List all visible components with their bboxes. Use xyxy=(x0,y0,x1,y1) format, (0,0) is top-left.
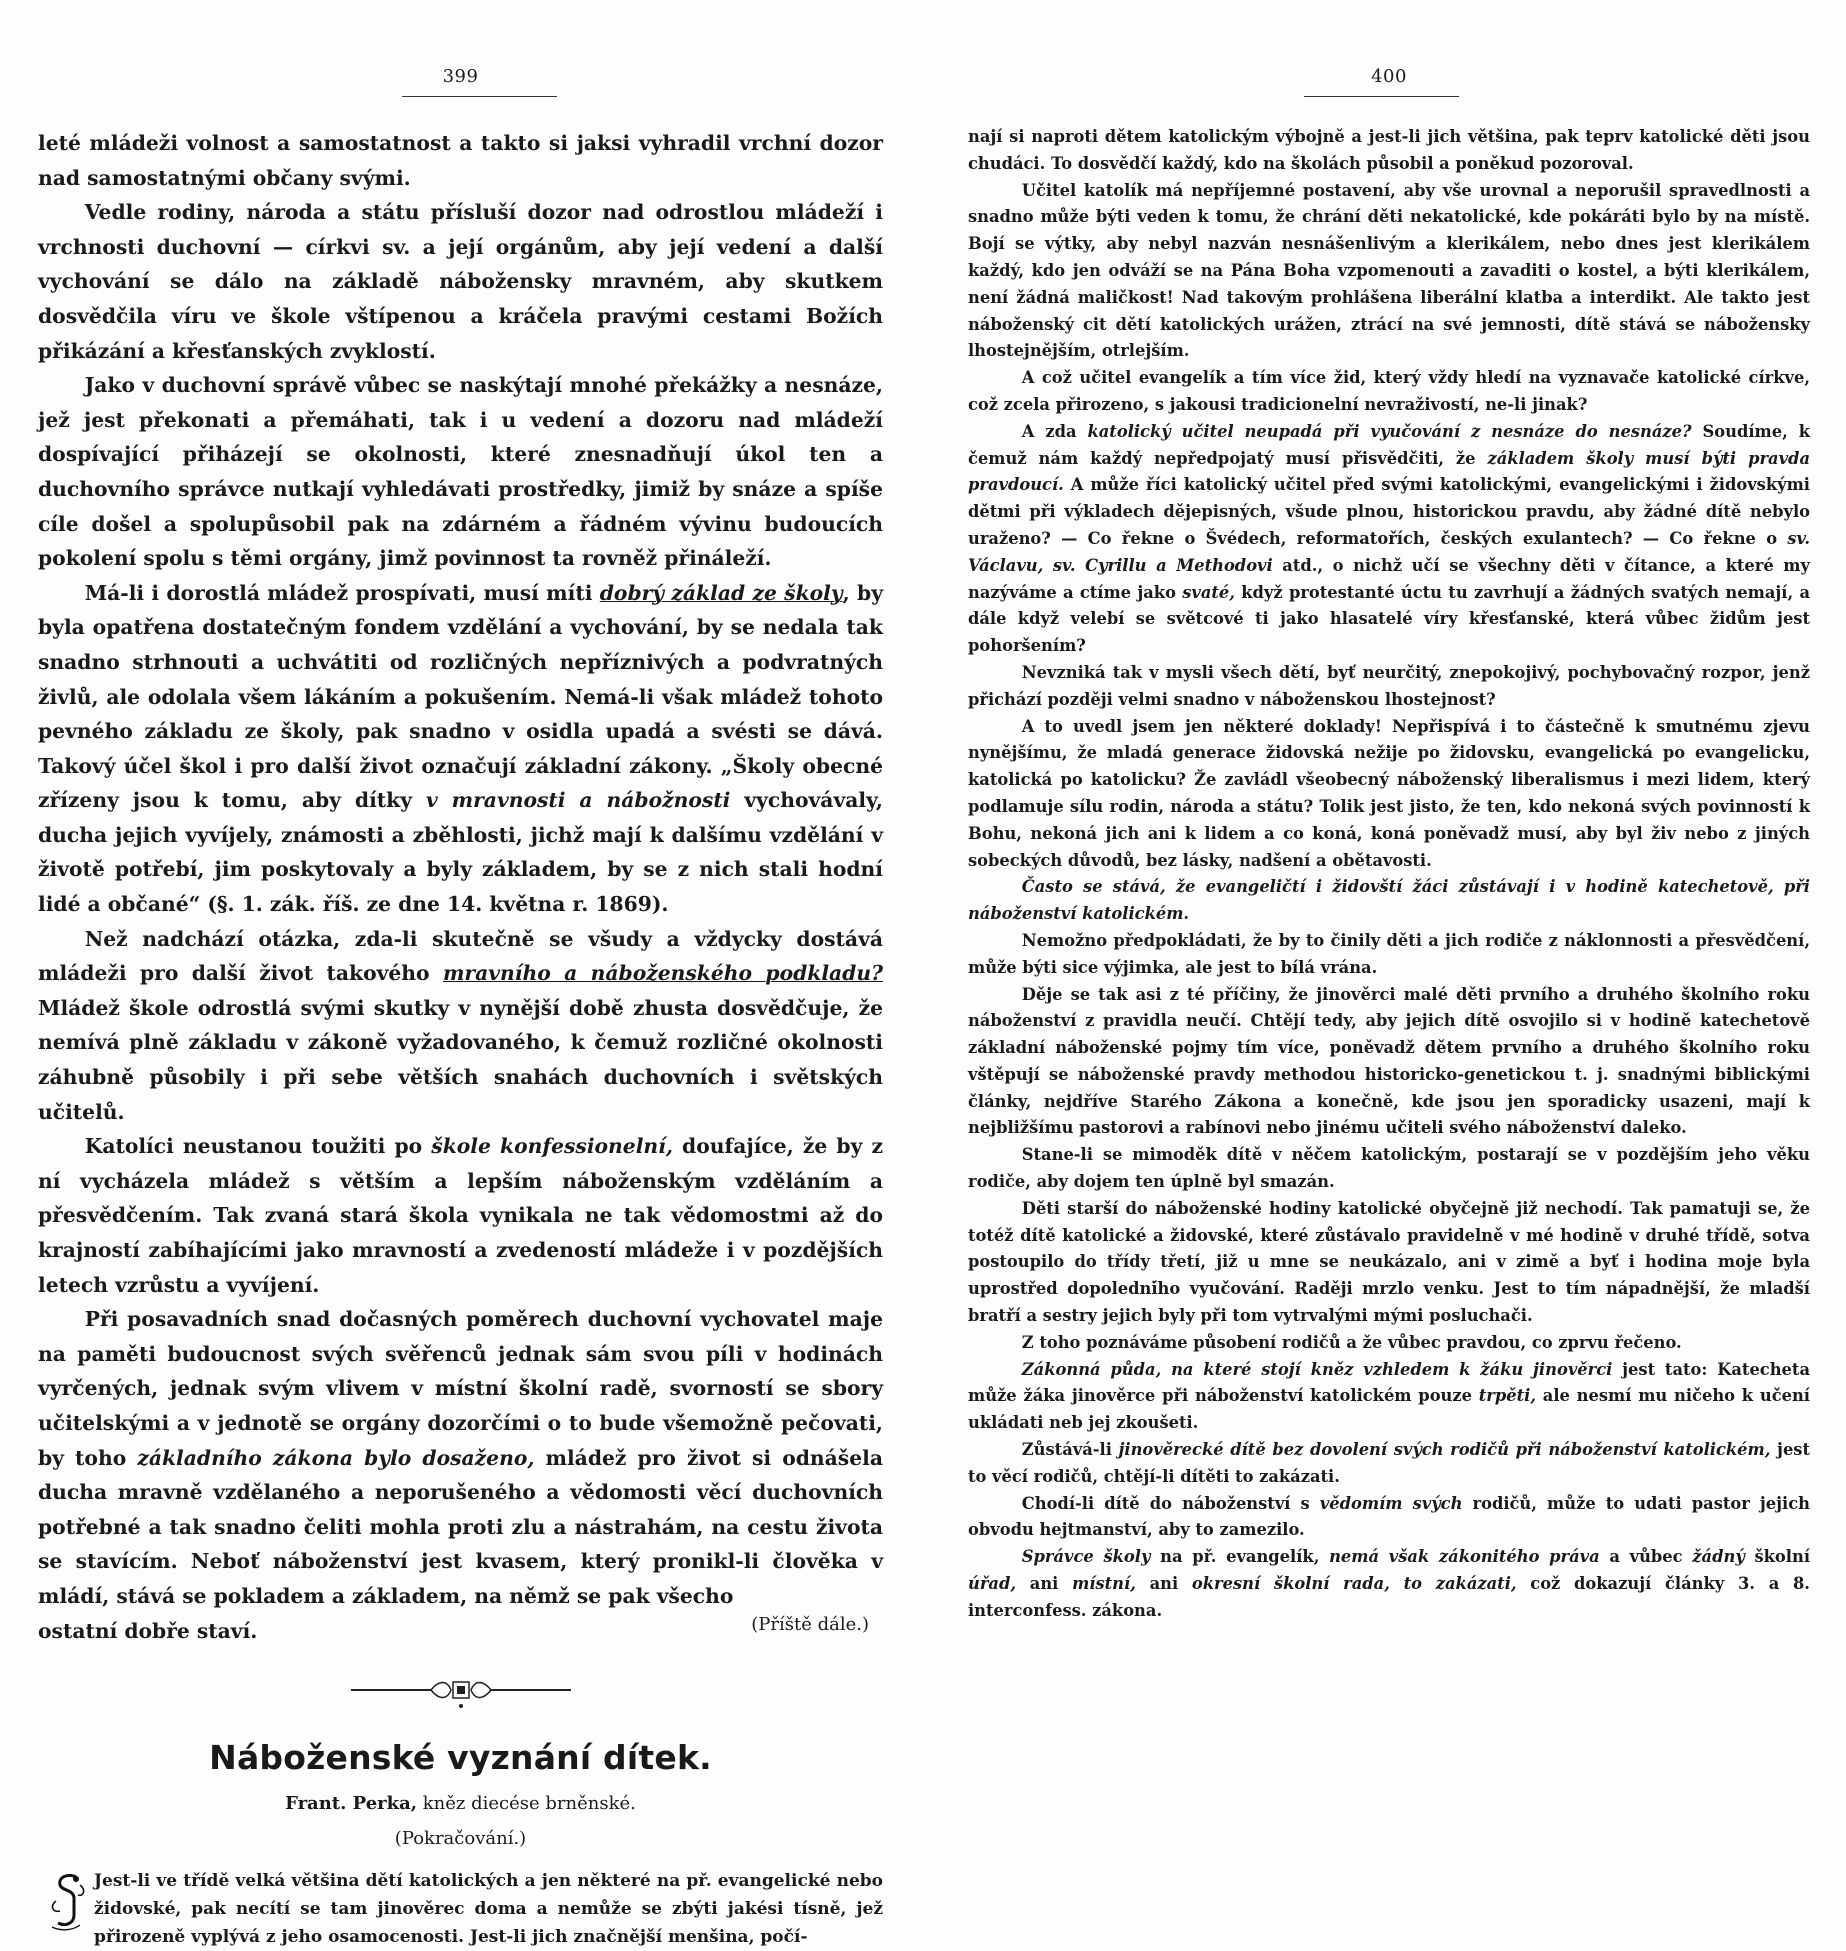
paragraph: leté mládeži volnost a samostatnost a takto si jaksi vyhradil vrchní dozor nad samostatnými občany svými. xyxy=(38,131,883,190)
paragraph: Při posavadních snad dočasných poměrech duchovní vychovatel maje na paměti budoucnost svých svěřenců jednak sám svou píli v hodinách vyrčených, jednak svým vlivem v místní školní radě, svorností se sbory učitelskými a v jednotě se orgány dozorčími o to bude všemožně pečovati, by toho základního zákona bylo dosaženo, mládež pro život si odnášela ducha mravně vzdělaného a neporušeného a vědomosti věcí duchovních potřebné a tak snadno čeliti mohla proti zlu a nástrahám, na cestu života se stavícím. Neboť náboženství jest kvasem, který pronikl-li člověka v mládí, stává se pokladem a základem, na němž se pak všecho xyxy=(38,1307,883,1608)
page-number: 400 xyxy=(1371,66,1407,87)
paragraph: Zákonná půda, na které stojí kněz vzhledem k žáku jinověrci jest tato: Katecheta může žáka jinověrce při náboženství katolickém pouze trpěti, ale nesmí mu ničeho k učení ukládati neb jej zkoušeti. xyxy=(968,1359,1810,1433)
folio-rule xyxy=(1304,96,1459,97)
paragraph: nají si naproti dětem katolickým výbojně a jest-li jich většina, pak teprv katolické děti jsou chudáci. To dosvědčí každý, kdo na školách působil a poněkud pozoroval. xyxy=(968,127,1810,173)
article-paragraph: Jest-li ve třídě velká většina dětí katolických a jen některé na př. evangelické nebo židovské, pak necítí se tam jinověrec doma a nemůže se zbýti jakési tísně, jež přirozeně vyplývá z jeho osamocenosti. Jest-li jich značnější menšina, počí- xyxy=(94,1871,883,1948)
paragraph: Katolíci neustanou toužiti po škole konfessionelní, doufajíce, že by z ní vycházela mládež s větším a lepším náboženským vzděláním a přesvědčením. Tak zvaná stará škola vynikala ne tak vědomostmi až do krajností zabíhajícími jako mravností a zvedeností mládeže i v pozdějších letech vzrůstu a vyvíjení. xyxy=(38,1134,883,1297)
paragraph: A což učitel evangelík a tím více žid, který vždy hledí na vyznavače katolické církve, což zcela přirozeno, s jakousi tradicionelní nevraživostí, ne-li jinak? xyxy=(968,368,1810,414)
paragraph: A zda katolický učitel neupadá při vyučování z nesnáze do nesnáze? Soudíme, k čemuž nám každý nepředpojatý musí přisvědčiti, že základem školy musí býti pravda pravdoucí. A může říci katolický učitel před svými katolickými, evangelickými i židovskými dětmi při výkladech dějepisných, všude plnou, historickou pravdu, aby žádné dítě nebylo uraženo? — Co řekne o Švédech, reformatořích, českých exulantech? — Co řekne o sv. Václavu, sv. Cyrillu a Methodovi atd., o nichž učí se všechny děti v čítance, a které my nazýváme a ctíme jako svaté, když protestanté úctu tu zavrhují a žádných svatých nemají, a dále když velebí se světcové ti jako hlasatelé víry křesťanské, která vůbec židům jest pohoršením? xyxy=(968,421,1810,656)
decorative-initial-icon xyxy=(46,1871,92,1933)
paragraph: Nemožno předpokládati, že by to činily děti a jich rodiče z náklonnosti a přesvědčení, může býti sice výjimka, ale jest to bílá vrána. xyxy=(968,930,1810,977)
article-byline: Frant. Perka, kněz diecése brněnské. xyxy=(285,1793,636,1815)
paragraph: Děje se tak asi z té příčiny, že jinověrci malé děti prvního a druhého školního roku náboženství z pravidla neučí. Chtějí tedy, aby jejich dítě osvojilo si v hodině katechetově základní náboženské pojmy tím více, poněvadž dětem prvního a druhého školního roku vštěpují se náboženské pravdy methodou historicko-genetickou t. j. snadnými biblickými články, nejdříve Starého Zákona a konečně, kde jsou jen sporadicky usazeni, mají k nejbližšímu pastorovi a rabínovi nebo jinému učiteli svého náboženství daleko. xyxy=(968,984,1810,1138)
paragraph-last-line: ostatní dobře staví. xyxy=(38,1618,258,1643)
paragraph: Má-li i dorostlá mládež prospívati, musí míti dobrý základ ze školy, by byla opatřena dostatečným fondem vzdělání a vychování, by se nedala tak snadno strhnouti a uchvátiti od rozličných nepříznivých a podvratných živlů, ale odolala všem lákáním a pokušením. Nemá-li však mládež tohoto pevného základu ze školy, pak snadno v osidla upadá a svésti se dává. Takový účel škol i pro další život označují základní zákony. „Školy obecné zřízeny jsou k tomu, aby dítky v mravnosti a nábožnosti vychovávaly, ducha jejich vyvíjely, známosti a zběhlosti, jichž mají k dalšímu vzdělání v životě potřebí, jim poskytovaly a byly základem, by se z nich stali hodní lidé a občané“ (§. 1. zák. říš. ze dne 14. května r. 1869). xyxy=(38,580,883,917)
continuation-label: (Pokračování.) xyxy=(394,1828,527,1850)
paragraph: Vedle rodiny, národa a státu přísluší dozor nad odrostlou mládeží i vrchnosti duchovní — církvi sv. a její orgánům, aby její vedení a další vychování se dálo na základě nábožensky mravném, aby skutkem dosvědčila víru ve škole vštípenou a kráčela pravými cestami Božích přikázání a křesťanských zvyklostí. xyxy=(38,200,883,363)
continued-note: (Příště dále.) xyxy=(751,1613,869,1635)
left-page xyxy=(38,0,883,1948)
paragraph: Správce školy na př. evangelík, nemá však zákonitého práva a vůbec žádný školní úřad, ani místní, ani okresní školní rada, to zakázati, což dokazují články 3. a 8. interconfess. zákona. xyxy=(968,1547,1810,1620)
right-page xyxy=(968,0,1810,1620)
paragraph: Z toho poznáváme působení rodičů a že vůbec pravdou, co zprvu řečeno. xyxy=(1021,1332,1682,1352)
paragraph: Zůstává-li jinověrecké dítě bez dovolení svých rodičů při náboženství katolickém, jest to věcí rodičů, chtějí-li dítěti to zakázati. xyxy=(968,1440,1810,1486)
paragraph: Nevzniká tak v mysli všech dětí, byť neurčitý, znepokojivý, pochybovačný rozpor, jenž přichází později velmi snadno v náboženskou lhostejnost? xyxy=(968,662,1810,709)
paragraph-end-line xyxy=(38,1614,883,1649)
paragraph: Stane-li se mimoděk dítě v něčem katolickým, postarají se v pozdějším jeho věku rodiče, aby dojem ten úplně byl smazán. xyxy=(968,1145,1810,1192)
page-number: 399 xyxy=(442,66,479,87)
paragraph: Často se stává, že evangeličtí i židovští žáci zůstávají i v hodině katechetově, při náboženství katolickém. xyxy=(968,877,1810,924)
article-body xyxy=(38,1867,883,1951)
ornament-divider xyxy=(341,1672,581,1712)
right-page-text xyxy=(968,124,1810,1625)
paragraph: A to uvedl jsem jen některé doklady! Nepřispívá i to částečně k smutnému zjevu nynějšímu, že mladá generace židovská nežije po židovsku, evangelická po evangelicku, katolická po katolicku? Že zavládl všeobecný náboženský liberalismus i mezi lidem, který podlamuje sílu rodin, národa a státu? Tolik jest jisto, že ten, kdo nekoná svých povinností k Bohu, nekoná jich ani k lidem a co koná, koná poněvadž musí, aby byl živ nebo z jiných sobeckých důvodů, bez lásky, nadšení a obětavosti. xyxy=(968,716,1810,870)
article-title: Náboženské vyznání dítek. xyxy=(209,1738,712,1778)
left-page-text xyxy=(38,126,883,1951)
paragraph: Učitel katolík má nepříjemné postavení, aby vše urovnal a neporušil spravedlnosti a snadno může býti veden k tomu, že chrání děti nekatolické, kde pokáráti bylo by na místě. Bojí se výtky, aby nebyl nazván nesnášenlivým a klerikálem, nebo dnes jest klerikálem každý, kdo jen odváží se na Pána Boha vzpomenouti a zavaditi o kostel, a býti klerikálem, není žádná maličkost! Nad takovým prohlášena liberální klatba a interdikt. Ale takto jest náboženský cit dětí katolických urážen, ztrácí na své jemnosti, dítě stává se nábožensky lhostejnějším, otrlejším. xyxy=(968,180,1810,361)
paragraph: Děti starší do náboženské hodiny katolické obyčejně již nechodí. Tak pamatuji se, že totéž dítě katolické a židovské, které zůstávalo pravidelně v mé hodině v druhé třídě, sotva postoupilo do třídy třetí, již u mne se neukázalo, ani v zimě a byť i hodina moje byla uprostřed dopolední̇ho vyučování. Raději mrzlo venku. Jest to tím nápadnější, že mladší bratří a sestry jejich byly při tom vytrvalými mými posluchači. xyxy=(968,1198,1810,1326)
folio-rule xyxy=(402,96,557,97)
paragraph: Než nadchází otázka, zda-li skutečně se všudy a vždycky dostává mládeži pro další život takového mravního a náboženského podkladu? Mládež škole odrostlá svými skutky v nynější době zhusta dosvědčuje, že nemívá plně základu v zákoně vyžadovaného, k čemuž rozličné okolnosti záhubně působily i při sebe větších snahách duchovních i světských učitelů. xyxy=(38,926,883,1124)
paragraph: Jako v duchovní správě vůbec se naskýtají mnohé překážky a nesnáze, jež jest překonati a přemáhati, tak i u vedení a dozoru nad mládeží dospívající přiházejí se okolnosti, které znesnadňují úkol ten a duchovního správce nutkají vyhledávati prostředky, jimiž by snáze a spíše cíle došel a spolupůsobil pak na zdárném a řádném vývinu budoucích pokolení spolu s těmi orgány, jimž povinnost ta rovněž přináleží. xyxy=(38,373,883,571)
paragraph: Chodí-li dítě do náboženství s vědomím svých rodičů, může to udati pastor jejich obvodu hejtmanství, aby to zamezilo. xyxy=(968,1493,1810,1540)
